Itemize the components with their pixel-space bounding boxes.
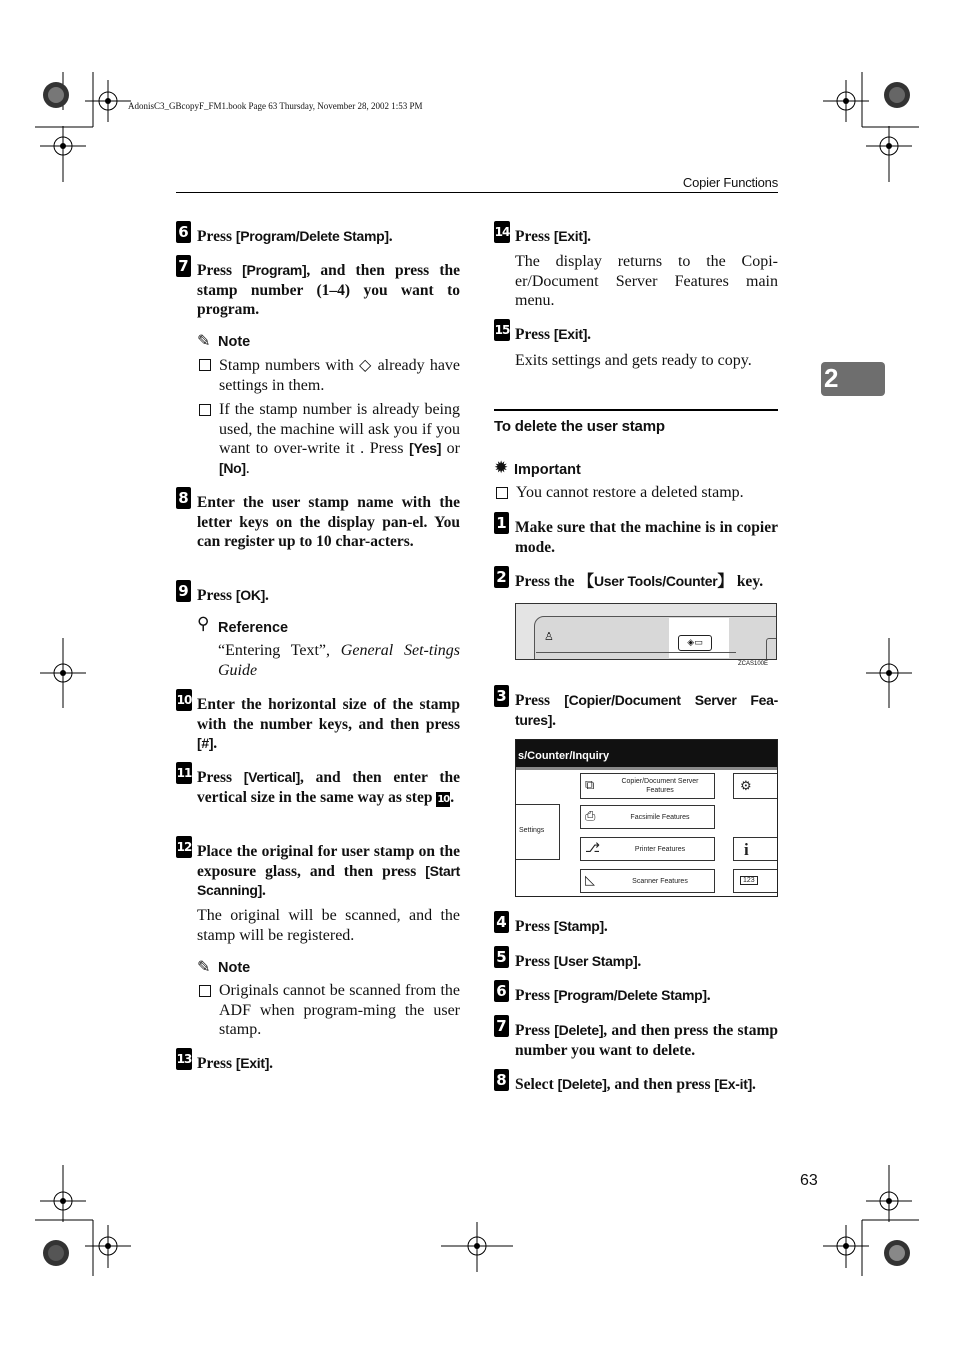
important-item: You cannot restore a deleted stamp. bbox=[494, 483, 778, 503]
delete-step-6: Press [Program/Delete Stamp]. bbox=[515, 987, 711, 1004]
important-heading: Important bbox=[514, 462, 581, 478]
step-number: 3 bbox=[494, 685, 509, 707]
inquiry-button[interactable] bbox=[733, 837, 778, 861]
screen-title: s/Counter/Inquiry bbox=[518, 750, 610, 762]
step-11: Press [Vertical], and then enter the vertical size in the same way as step 10. bbox=[197, 769, 461, 806]
step-number: 2 bbox=[494, 566, 509, 588]
step-number: 10 bbox=[176, 689, 192, 711]
step-number: 8 bbox=[494, 1069, 509, 1091]
step-number: 14 bbox=[494, 221, 510, 243]
note-item: Originals cannot be scanned from the ADF when program-ming the user stamp. bbox=[197, 981, 460, 1040]
chapter-number: 2 bbox=[824, 363, 839, 393]
copier-icon: ⧉ bbox=[585, 778, 595, 793]
step-10: Enter the horizontal size of the stamp with the number keys, and then press [#]. bbox=[197, 696, 460, 753]
user-tools-screen bbox=[515, 739, 778, 897]
settings-icon: ⚙ bbox=[740, 779, 752, 794]
printer-features-button[interactable]: ⎇ Printer Features bbox=[580, 837, 715, 861]
note-item: If the stamp number is already being used, the machine will ask you if you want to over-write it . Press [Yes] or [No]. bbox=[197, 400, 460, 478]
note-pencil-icon: ✎ bbox=[197, 957, 211, 976]
step-7: Press [Program], and then press the stamp number (1–4) you want to program. bbox=[197, 262, 460, 319]
step-number: 11 bbox=[176, 762, 192, 784]
note-item: Stamp numbers with ◇ already have settings in them. bbox=[197, 355, 460, 395]
counter-icon: 123 bbox=[740, 876, 758, 885]
reference-icon: ⚲ bbox=[197, 614, 210, 634]
control-panel-illustration bbox=[515, 603, 777, 660]
reference-heading: Reference bbox=[218, 620, 289, 636]
header-rule bbox=[176, 192, 778, 193]
step-6: Press [Program/Delete Stamp]. bbox=[197, 228, 393, 245]
printer-icon: ⎇ bbox=[585, 841, 600, 856]
page-number: 63 bbox=[800, 1172, 818, 1189]
delete-step-8: Select [Delete], and then press [Ex-it]. bbox=[515, 1076, 756, 1093]
step-12-body: The original will be scanned, and the stamp will be registered. bbox=[197, 907, 460, 944]
important-icon: ✹ bbox=[494, 458, 509, 478]
delete-step-3: Press [Copier/Document Server Fea-tures]. bbox=[515, 692, 778, 729]
step-number: 4 bbox=[494, 911, 509, 933]
running-header: Copier Functions bbox=[682, 175, 778, 190]
settings-button[interactable]: Settings bbox=[515, 804, 560, 860]
step-number: 15 bbox=[494, 319, 510, 341]
system-settings-button[interactable] bbox=[733, 773, 778, 799]
step-ref-badge: 10 bbox=[437, 793, 450, 805]
note-heading: Note bbox=[218, 960, 251, 976]
step-number: 6 bbox=[176, 221, 191, 243]
user-tools-counter-key[interactable]: ◈▭ bbox=[678, 635, 712, 651]
delete-step-7: Press [Delete], and then press the stamp number you want to delete. bbox=[515, 1022, 778, 1059]
step-15: Press [Exit]. bbox=[515, 326, 591, 343]
step-number: 7 bbox=[494, 1015, 509, 1037]
step-number: 5 bbox=[494, 946, 509, 968]
checkbox-icon bbox=[496, 487, 508, 499]
note-heading: Note bbox=[218, 334, 251, 350]
checkbox-icon bbox=[199, 985, 211, 997]
step-number: 9 bbox=[176, 580, 191, 602]
step-14: Press [Exit]. bbox=[515, 228, 591, 245]
copier-document-server-features-button[interactable]: ⧉ Copier/Document Server Features bbox=[580, 773, 715, 799]
checkbox-icon bbox=[199, 404, 211, 416]
scanner-features-button[interactable]: ◺ Scanner Features bbox=[580, 869, 715, 893]
checkbox-icon bbox=[199, 359, 211, 371]
subhead-rule bbox=[494, 409, 778, 411]
counter-button[interactable] bbox=[733, 869, 778, 893]
step-number: 1 bbox=[494, 512, 509, 534]
delete-step-2: Press the 【User Tools/Counter】 key. bbox=[515, 573, 764, 590]
step-8: Enter the user stamp name with the letter keys on the display pan-el. You can register up to 10 char-acters. bbox=[197, 494, 460, 551]
fax-icon: ⎙ bbox=[585, 809, 596, 824]
step-number: 13 bbox=[176, 1048, 192, 1070]
delete-step-5: Press [User Stamp]. bbox=[515, 953, 642, 970]
facsimile-features-button[interactable]: ⎙ Facsimile Features bbox=[580, 805, 715, 829]
step-number: 8 bbox=[176, 487, 191, 509]
user-icon: ♙ bbox=[544, 630, 554, 643]
step-13: Press [Exit]. bbox=[197, 1055, 273, 1072]
info-icon: i bbox=[744, 840, 749, 859]
delete-step-1: Make sure that the machine is in copier mode. bbox=[515, 519, 778, 556]
step-number: 12 bbox=[176, 836, 192, 858]
step-12: Place the original for user stamp on the exposure glass, and then press [Start Scanning]. bbox=[197, 843, 460, 900]
delete-step-4: Press [Stamp]. bbox=[515, 918, 608, 935]
step-number: 6 bbox=[494, 980, 509, 1002]
step-9: Press [OK]. bbox=[197, 587, 269, 604]
subheading: To delete the user stamp bbox=[494, 418, 665, 435]
stamp-set-icon: ◇ bbox=[358, 355, 373, 374]
scanner-icon: ◺ bbox=[585, 873, 595, 888]
file-info: AdonisC3_GBcopyF_FM1.book Page 63 Thursday, November 28, 2002 1:53 PM bbox=[128, 101, 423, 111]
reference-text: “Entering Text”, General Set-tings Guide bbox=[218, 642, 461, 679]
figure-code: ZCAS100E bbox=[738, 661, 769, 667]
step-14-body: The display returns to the Copi-er/Document Server Features main menu. bbox=[515, 253, 778, 310]
step-15-body: Exits settings and gets ready to copy. bbox=[515, 352, 752, 369]
step-number: 7 bbox=[176, 255, 191, 277]
note-pencil-icon: ✎ bbox=[197, 331, 211, 350]
